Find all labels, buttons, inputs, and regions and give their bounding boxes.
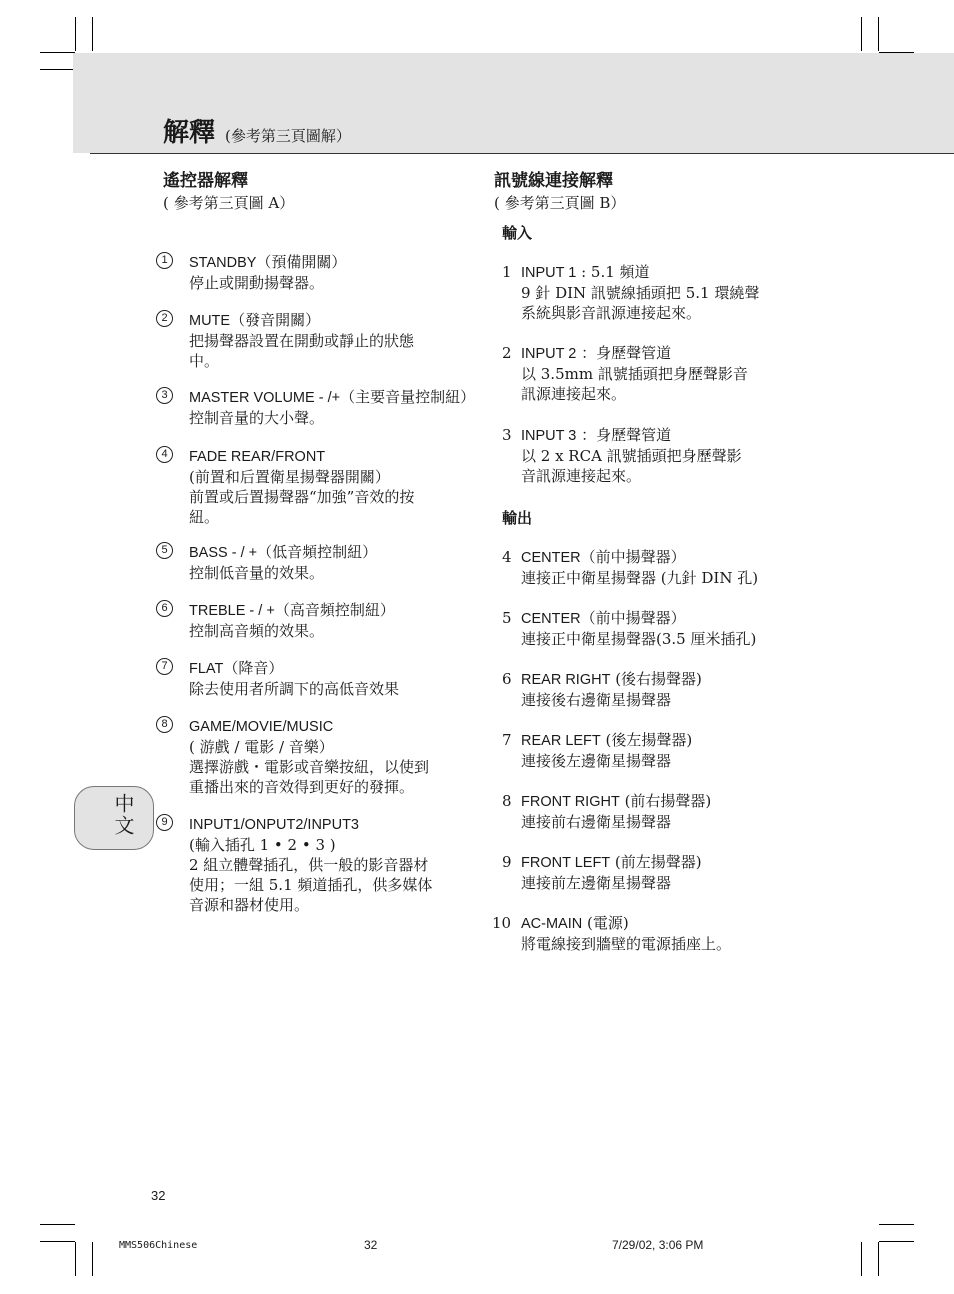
page-title <box>163 112 351 149</box>
item-description-line: 除去使用者所調下的高低音效果 <box>189 680 400 698</box>
crop-mark <box>92 17 93 51</box>
item-body <box>521 262 821 323</box>
item-label-note: （低音頻控制紐） <box>257 543 378 561</box>
item-body <box>189 252 489 293</box>
item-heading <box>189 716 489 737</box>
item-label-note: （發音開關） <box>230 311 321 329</box>
item-heading <box>521 852 821 873</box>
item-heading <box>189 600 489 621</box>
item-heading <box>521 343 821 364</box>
item-body <box>521 608 821 649</box>
item-body <box>189 716 489 797</box>
item-number: 3 <box>502 426 512 444</box>
item-body <box>189 600 489 641</box>
item-number: 9 <box>156 814 173 831</box>
item-description-line: 連接前右邊衛星揚聲器 <box>521 813 672 831</box>
crop-mark <box>878 17 879 51</box>
crop-mark <box>92 1242 93 1276</box>
item-label: REAR LEFT <box>521 733 601 749</box>
item-description-line: 中。 <box>189 352 220 370</box>
item-body <box>189 310 489 371</box>
item-label: INPUT1/ONPUT2/INPUT3 <box>189 817 359 833</box>
item-number: 1 <box>156 252 173 269</box>
item-description-line: 把揚聲器設置在開動或靜止的狀態 <box>189 332 415 350</box>
signal-section-title: 訊號線連接解釋 <box>494 171 613 191</box>
item-label-note: (電源) <box>582 914 629 932</box>
item-body <box>521 343 821 404</box>
remote-section <box>163 170 294 214</box>
item-description-line: ( 游戲 / 電影 / 音樂） <box>189 738 334 756</box>
item-heading <box>521 547 821 568</box>
item-heading <box>189 658 489 679</box>
item-number: 1 <box>502 263 512 281</box>
item-description-line: 9 針 DIN 訊號線插頭把 5.1 環繞聲 <box>521 284 760 302</box>
item-body <box>189 387 489 428</box>
remote-section-title: 遙控器解釋 <box>163 171 248 191</box>
item-label: FRONT RIGHT <box>521 794 620 810</box>
crop-mark <box>40 1224 75 1225</box>
item-number: 4 <box>156 446 173 463</box>
item-label: FRONT LEFT <box>521 855 611 871</box>
item-body <box>521 669 821 710</box>
item-body <box>521 852 821 893</box>
item-description-line: 前置或后置揚聲器“加強”音效的按 <box>189 488 415 506</box>
item-label: INPUT 2 <box>521 346 577 362</box>
item-description-line: 連接正中衛星揚聲器(3.5 厘米插孔) <box>521 630 757 648</box>
item-label-note: (前右揚聲器) <box>619 792 712 810</box>
item-heading <box>189 542 489 563</box>
crop-mark <box>861 17 862 51</box>
item-body <box>521 547 821 588</box>
item-label: STANDBY <box>189 255 257 271</box>
item-label: INPUT 3 <box>521 428 577 444</box>
item-description-line: 連接正中衛星揚聲器 (九針 DIN 孔) <box>521 569 759 587</box>
item-label: CENTER <box>521 550 581 566</box>
item-description-line: 連接後右邊衛星揚聲器 <box>521 691 672 709</box>
item-heading <box>521 913 821 934</box>
item-label-note: ：身歷聲管道 <box>576 426 672 444</box>
item-label-note: : 5.1 頻道 <box>576 263 650 281</box>
item-heading <box>189 310 489 331</box>
item-label: INPUT 1 <box>521 265 577 281</box>
item-number: 2 <box>502 344 512 362</box>
item-label: REAR RIGHT <box>521 672 611 688</box>
crop-mark <box>40 52 75 53</box>
crop-mark <box>75 1242 76 1276</box>
item-number: 2 <box>156 310 173 327</box>
crop-mark <box>879 1241 914 1242</box>
item-body <box>189 542 489 583</box>
item-number: 10 <box>492 914 512 932</box>
signal-section <box>494 170 625 214</box>
footer-page: 32 <box>364 1238 378 1252</box>
item-description-line: (輸入插孔 1 • 2 • 3 ) <box>189 836 336 854</box>
item-label-note: （降音） <box>223 659 284 677</box>
item-label: MASTER VOLUME - /+ <box>189 390 341 406</box>
item-heading <box>521 791 821 812</box>
item-description-line: 訊源連接起來。 <box>521 385 627 403</box>
item-body <box>521 791 821 832</box>
item-description-line: 以 2 x RCA 訊號插頭把身歷聲影 <box>521 447 742 465</box>
item-number: 9 <box>502 853 512 871</box>
language-tab-label: 中文 <box>111 793 135 837</box>
item-heading <box>521 730 821 751</box>
item-label: FADE REAR/FRONT <box>189 449 326 465</box>
item-description-line: 使用；一組 5.1 頻道插孔，供多媒体 <box>189 876 433 894</box>
item-number: 7 <box>156 658 173 675</box>
crop-mark <box>40 69 75 70</box>
item-label-note: （預備開關） <box>256 253 347 271</box>
item-number: 8 <box>156 716 173 733</box>
item-number: 5 <box>502 609 512 627</box>
item-heading <box>521 608 821 629</box>
crop-mark <box>879 1224 914 1225</box>
item-heading <box>189 252 489 273</box>
item-heading <box>521 425 821 446</box>
item-label: TREBLE - / + <box>189 603 275 619</box>
item-label-note: （高音頻控制紐） <box>274 601 395 619</box>
item-number: 5 <box>156 542 173 559</box>
item-description-line: 重播出來的音效得到更好的發揮。 <box>189 778 415 796</box>
item-body <box>521 425 821 486</box>
item-heading <box>521 669 821 690</box>
item-description-line: 2 組立體聲插孔，供一般的影音器材 <box>189 856 429 874</box>
output-heading: 輸出 <box>502 509 533 527</box>
item-label: BASS - / + <box>189 545 258 561</box>
language-tab <box>74 786 154 850</box>
item-description-line: 以 3.5mm 訊號插頭把身歷聲影音 <box>521 365 748 383</box>
page-title-main: 解釋 <box>163 118 216 148</box>
item-body <box>189 446 489 527</box>
item-label: GAME/MOVIE/MUSIC <box>189 719 334 735</box>
signal-section-subtitle: ( 參考第三頁圖 B） <box>494 194 626 212</box>
item-description-line: 連接後左邊衛星揚聲器 <box>521 752 672 770</box>
item-description-line: 連接前左邊衛星揚聲器 <box>521 874 672 892</box>
item-description-line: 控制高音頻的效果。 <box>189 622 325 640</box>
item-number: 4 <box>502 548 512 566</box>
item-label: MUTE <box>189 313 231 329</box>
item-description-line: (前置和后置衛星揚聲器開關） <box>189 468 390 486</box>
remote-section-subtitle: ( 參考第三頁圖 A） <box>163 194 295 212</box>
item-body <box>521 730 821 771</box>
header-rule <box>90 153 954 154</box>
item-body <box>521 913 821 954</box>
item-heading <box>189 387 489 408</box>
item-label-note: ：身歷聲管道 <box>576 344 672 362</box>
item-label-note: （前中揚聲器） <box>580 548 686 566</box>
item-label-note: (後右揚聲器) <box>610 670 702 688</box>
item-description-line: 停止或開動揚聲器。 <box>189 274 325 292</box>
item-description-line: 選擇游戲・電影或音樂按紐，以使到 <box>189 758 430 776</box>
item-label: FLAT <box>189 661 224 677</box>
item-heading <box>189 814 489 835</box>
item-description-line: 將電線接到牆壁的電源插座上。 <box>521 935 732 953</box>
item-number: 6 <box>156 600 173 617</box>
item-label: CENTER <box>521 611 581 627</box>
crop-mark <box>861 1242 862 1276</box>
item-description-line: 控制音量的大小聲。 <box>189 409 325 427</box>
item-description-line: 音訊源連接起來。 <box>521 467 642 485</box>
item-description-line: 系統與影音訊源連接起來。 <box>521 304 702 322</box>
footer-file-name: MMS506Chinese <box>119 1240 198 1251</box>
item-label-note: (後左揚聲器) <box>600 731 693 749</box>
item-heading <box>189 446 489 467</box>
page-title-subtitle: (參考第三頁圖解） <box>225 127 351 145</box>
crop-mark <box>878 1242 879 1276</box>
item-label: AC-MAIN <box>521 916 583 932</box>
item-body <box>189 658 489 699</box>
item-number: 8 <box>502 792 512 810</box>
item-label-note: （主要音量控制紐） <box>340 388 476 406</box>
crop-mark <box>40 1241 75 1242</box>
item-number: 7 <box>502 731 512 749</box>
item-number: 6 <box>502 670 512 688</box>
item-label-note: （前中揚聲器） <box>580 609 686 627</box>
item-body <box>189 814 489 915</box>
item-description-line: 控制低音量的效果。 <box>189 564 325 582</box>
crop-mark <box>75 17 76 51</box>
page-number: 32 <box>151 1188 166 1203</box>
footer-timestamp: 7/29/02, 3:06 PM <box>612 1238 704 1252</box>
item-label-note: (前左揚聲器) <box>610 853 702 871</box>
item-description-line: 音源和器材使用。 <box>189 896 310 914</box>
item-description-line: 紐。 <box>189 508 220 526</box>
item-number: 3 <box>156 387 173 404</box>
input-heading: 輸入 <box>502 224 533 242</box>
item-heading <box>521 262 821 283</box>
